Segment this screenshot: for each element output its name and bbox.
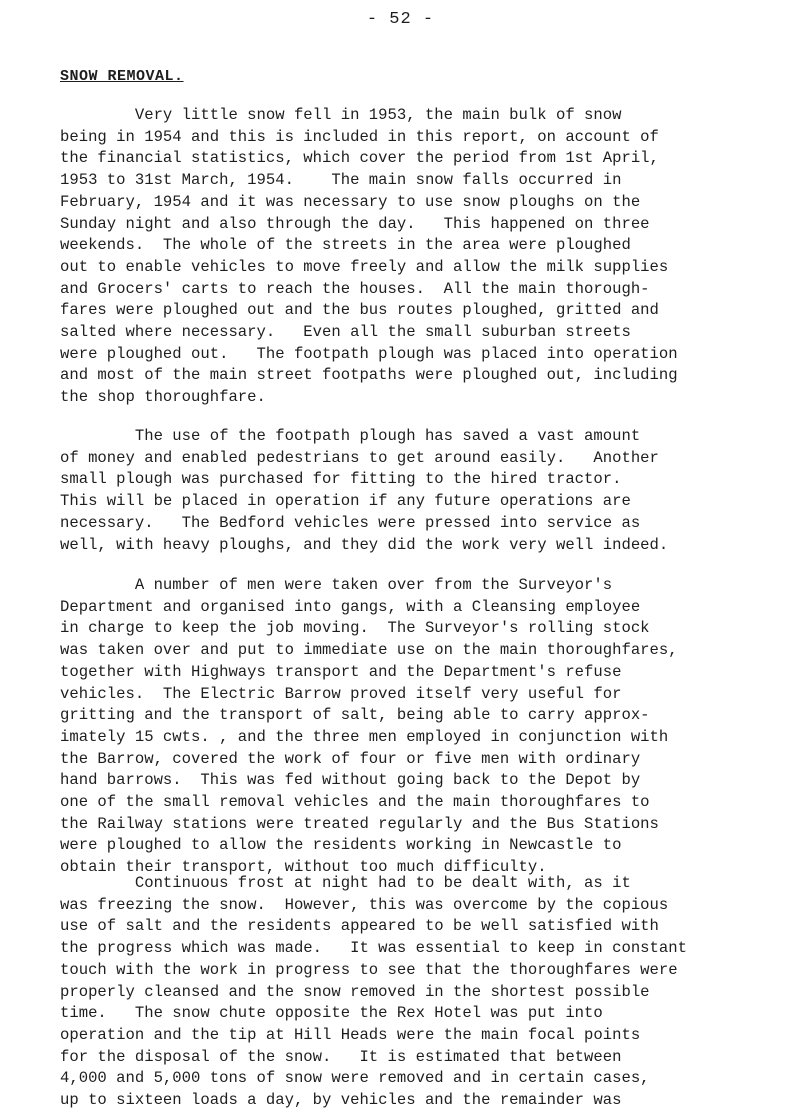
text-line: up to sixteen loads a day, by vehicles and the remainder was <box>60 1091 622 1110</box>
text-line: 4,000 and 5,000 tons of snow were removed and in certain cases, <box>60 1069 650 1088</box>
text-line: and Grocers' carts to reach the houses. All the main thorough- <box>60 279 650 298</box>
text-line: necessary. The Bedford vehicles were pressed into service as <box>60 513 641 532</box>
page-number: - 52 - <box>366 10 435 29</box>
text-line: the progress which was made. It was essential to keep in constant <box>60 939 687 958</box>
paragraph-3 <box>60 575 760 879</box>
text-line: were ploughed to allow the residents working in Newcastle to <box>60 836 622 855</box>
text-line: of money and enabled pedestrians to get around easily. Another <box>60 448 659 467</box>
text-line: together with Highways transport and the Department's refuse <box>60 662 622 681</box>
text-line: A number of men were taken over from the Surveyor's <box>60 576 613 594</box>
text-line: touch with the work in progress to see that the thoroughfares were <box>60 960 678 979</box>
paragraph-2 <box>60 426 760 556</box>
text-line: 1953 to 31st March, 1954. The main snow falls occurred in <box>60 171 622 190</box>
text-line: and most of the main street footpaths were ploughed out, including <box>60 366 678 385</box>
text-line: were ploughed out. The footpath plough was placed into operation <box>60 344 678 363</box>
text-line: time. The snow chute opposite the Rex Hotel was put into <box>60 1004 603 1023</box>
section-heading: SNOW REMOVAL. <box>60 68 184 85</box>
text-line: obtain their transport, without too much difficulty. <box>60 858 547 877</box>
text-line: Sunday night and also through the day. This happened on three <box>60 214 650 233</box>
text-line: Very little snow fell in 1953, the main bulk of snow <box>60 106 622 124</box>
text-line: properly cleansed and the snow removed in the shortest possible <box>60 982 650 1001</box>
text-line: The use of the footpath plough has saved a vast amount <box>60 427 641 445</box>
text-line: was taken over and put to immediate use on the main thoroughfares, <box>60 641 678 660</box>
text-line: the Railway stations were treated regularly and the Bus Stations <box>60 814 659 833</box>
text-line: was freezing the snow. However, this was overcome by the copious <box>60 895 669 914</box>
paragraph-4 <box>60 873 760 1112</box>
text-line: well, with heavy ploughs, and they did the work very well indeed. <box>60 535 669 554</box>
paragraph-1 <box>60 105 760 409</box>
text-line: the Barrow, covered the work of four or five men with ordinary <box>60 749 641 768</box>
text-line: out to enable vehicles to move freely and allow the milk supplies <box>60 257 669 276</box>
text-line: the shop thoroughfare. <box>60 388 266 407</box>
text-line: operation and the tip at Hill Heads were the main focal points <box>60 1025 641 1044</box>
text-line: being in 1954 and this is included in this report, on account of <box>60 127 659 146</box>
text-line: Department and organised into gangs, with a Cleansing employee <box>60 597 641 616</box>
text-line: February, 1954 and it was necessary to use snow ploughs on the <box>60 192 641 211</box>
text-line: small plough was purchased for fitting to the hired tractor. <box>60 470 622 489</box>
text-line: weekends. The whole of the streets in the area were ploughed <box>60 236 631 255</box>
text-line: This will be placed in operation if any future operations are <box>60 492 631 511</box>
text-line: use of salt and the residents appeared to be well satisfied with <box>60 917 659 936</box>
text-line: in charge to keep the job moving. The Surveyor's rolling stock <box>60 619 650 638</box>
text-line: fares were ploughed out and the bus routes ploughed, gritted and <box>60 301 659 320</box>
text-line: the financial statistics, which cover the period from 1st April, <box>60 149 659 168</box>
text-line: hand barrows. This was fed without going back to the Depot by <box>60 771 641 790</box>
text-line: vehicles. The Electric Barrow proved itself very useful for <box>60 684 622 703</box>
text-line: Continuous frost at night had to be dealt with, as it <box>60 874 631 892</box>
text-line: imately 15 cwts. , and the three men employed in conjunction with <box>60 727 669 746</box>
text-line: one of the small removal vehicles and the main thoroughfares to <box>60 793 650 812</box>
text-line: gritting and the transport of salt, being able to carry approx- <box>60 706 650 725</box>
text-line: for the disposal of the snow. It is estimated that between <box>60 1047 622 1066</box>
text-line: salted where necessary. Even all the small suburban streets <box>60 323 631 342</box>
